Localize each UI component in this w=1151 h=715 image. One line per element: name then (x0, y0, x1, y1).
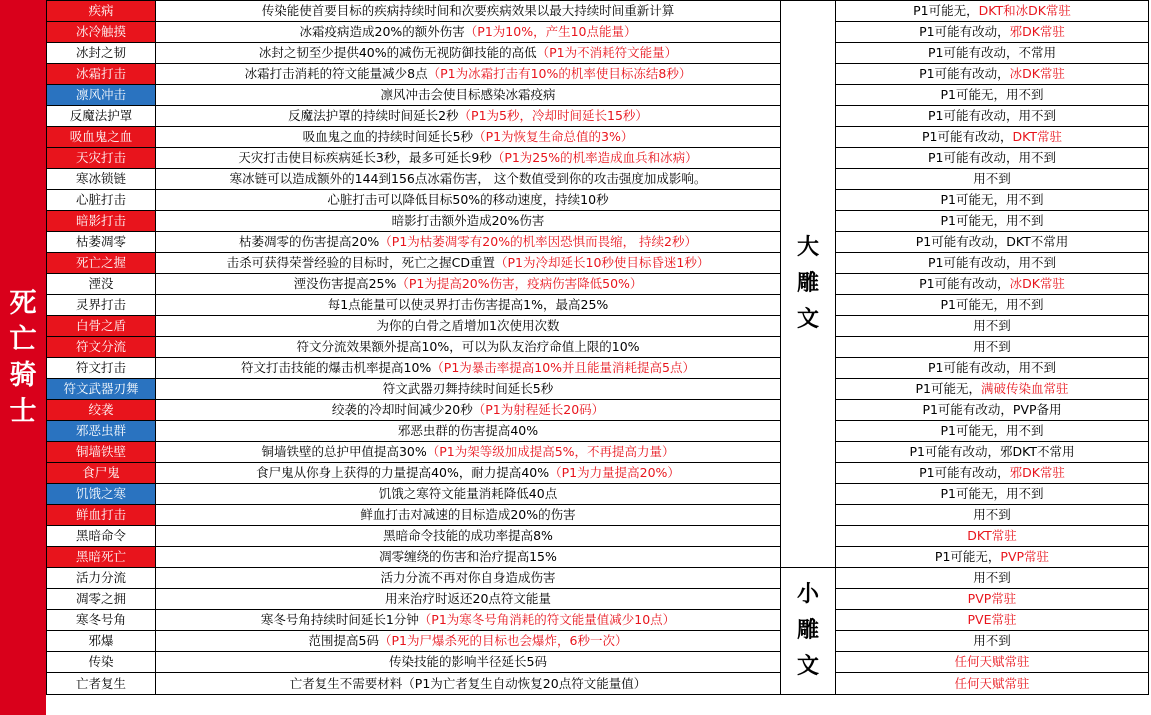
usage-highlight: PVP常驻 (967, 591, 1017, 606)
glyph-name: 符文分流 (47, 337, 156, 358)
glyph-row (47, 232, 1149, 253)
glyph-name: 鲜血打击 (47, 505, 156, 526)
category-char: 文 (796, 307, 819, 332)
glyph-description (156, 631, 781, 652)
description-text: 湮没伤害提高25% (293, 276, 397, 291)
glyph-usage-note (836, 232, 1149, 253)
usage-text: P1可能无，用不到 (940, 297, 1044, 312)
glyph-row (47, 400, 1149, 421)
class-label-char: 骑 (9, 359, 37, 391)
description-p1-note: （P1为冷却延长10秒使目标昏迷1秒） (495, 255, 710, 270)
usage-text: P1可能有改动，不常用 (928, 45, 1056, 60)
glyph-row (47, 631, 1149, 652)
description-text: 凛风冲击会使目标感染冰霜疫病 (380, 87, 556, 102)
glyph-row (47, 610, 1149, 631)
description-p1-note: （P1为枯萎凋零有20%的机率因恐惧而畏缩， 持续2秒） (379, 234, 697, 249)
description-text: 冰封之韧至少提供40%的减伤无视防御技能的高低 (258, 45, 537, 60)
usage-highlight: 邪DK常驻 (1009, 465, 1065, 480)
description-text: 击杀可获得荣誉经验的目标时，死亡之握CD重置 (226, 255, 495, 270)
glyph-name: 邪恶虫群 (47, 421, 156, 442)
usage-text: 用不到 (973, 570, 1011, 585)
glyph-row (47, 211, 1149, 232)
description-text: 每1点能量可以使灵界打击伤害提高1%，最高25% (327, 297, 609, 312)
glyph-description (156, 547, 781, 568)
usage-text: 用不到 (973, 507, 1011, 522)
glyph-name: 枯萎凋零 (47, 232, 156, 253)
usage-text: P1可能无，用不到 (940, 87, 1044, 102)
glyph-usage-note (836, 148, 1149, 169)
glyph-name: 湮没 (47, 274, 156, 295)
glyph-description (156, 85, 781, 106)
glyph-table (46, 0, 1149, 695)
description-p1-note: （P1为恢复生命总值的3%） (473, 129, 634, 144)
glyph-row (47, 274, 1149, 295)
glyph-name: 寒冰锁链 (47, 169, 156, 190)
description-p1-note: （P1为架等级加成提高5%，不再提高力量） (426, 444, 675, 459)
glyph-name: 心脏打击 (47, 190, 156, 211)
glyph-description (156, 295, 781, 316)
glyph-description (156, 358, 781, 379)
glyph-usage-note (836, 610, 1149, 631)
glyph-row (47, 190, 1149, 211)
glyph-description (156, 400, 781, 421)
description-p1-note: （P1为暴击率提高10%并且能量消耗提高5点） (431, 360, 696, 375)
description-text: 传染能使首要目标的疾病持续时间和次要疾病效果以最大持续时间重新计算 (261, 3, 675, 18)
glyph-row (47, 505, 1149, 526)
category-char: 文 (796, 654, 819, 679)
glyph-usage-note (836, 442, 1149, 463)
description-p1-note: （P1为提高20%伤害，疫病伤害降低50%） (396, 276, 643, 291)
description-text: 绞袭的冷却时间减少20秒 (331, 402, 473, 417)
description-p1-note: （P1为不消耗符文能量） (536, 45, 678, 60)
glyph-usage-note (836, 463, 1149, 484)
usage-highlight: 邪DK常驻 (1009, 24, 1065, 39)
glyph-name: 死亡之握 (47, 253, 156, 274)
glyph-row (47, 316, 1149, 337)
glyph-row (47, 169, 1149, 190)
glyph-row (47, 106, 1149, 127)
description-text: 心脏打击可以降低目标50%的移动速度，持续10秒 (327, 192, 609, 207)
usage-text: P1可能有改动，用不到 (928, 360, 1056, 375)
glyph-name: 冰霜打击 (47, 64, 156, 85)
usage-text: 用不到 (973, 171, 1011, 186)
glyph-description (156, 43, 781, 64)
glyph-usage-note (836, 274, 1149, 295)
usage-text: P1可能无， (913, 3, 979, 18)
glyph-description (156, 127, 781, 148)
description-p1-note: （P1为尸爆杀死的目标也会爆炸，6秒一次） (379, 633, 628, 648)
glyph-description (156, 610, 781, 631)
usage-text: P1可能有改动，DKT不常用 (915, 234, 1069, 249)
glyph-usage-note (836, 631, 1149, 652)
glyph-description (156, 505, 781, 526)
usage-text: P1可能有改动， (922, 129, 1013, 144)
usage-text: P1可能有改动， (919, 276, 1010, 291)
description-p1-note: （P1为射程延长20码） (472, 402, 605, 417)
glyph-description (156, 190, 781, 211)
glyph-row (47, 568, 1149, 589)
description-text: 传染技能的影响半径延长5码 (389, 654, 547, 669)
description-text: 天灾打击使目标疾病延长3秒，最多可延长9秒 (238, 150, 492, 165)
description-text: 寒冬号角持续时间延长1分钟 (260, 612, 419, 627)
glyph-name: 绞袭 (47, 400, 156, 421)
description-text: 符文武器刃舞持续时间延长5秒 (382, 381, 554, 396)
description-text: 寒冰链可以造成额外的144到156点冰霜伤害， 这个数值受到你的攻击强度加成影响。 (229, 171, 707, 186)
glyph-name: 白骨之盾 (47, 316, 156, 337)
glyph-usage-note (836, 337, 1149, 358)
description-text: 亡者复生不需要材料（P1为亡者复生自动恢复20点符文能量值） (289, 675, 647, 691)
glyph-row (47, 148, 1149, 169)
glyph-name: 饥饿之寒 (47, 484, 156, 505)
usage-text: 用不到 (973, 339, 1011, 354)
glyph-row (47, 295, 1149, 316)
usage-highlight: DKT常驻 (967, 528, 1017, 543)
glyph-usage-note (836, 106, 1149, 127)
glyph-usage-note (836, 589, 1149, 610)
glyph-row (47, 358, 1149, 379)
glyph-usage-note (836, 169, 1149, 190)
glyph-usage-note (836, 547, 1149, 568)
usage-highlight: 任何天赋常驻 (954, 675, 1030, 691)
usage-text: 用不到 (973, 633, 1011, 648)
description-text: 符文分流效果额外提高10%，可以为队友治疗命值上限的10% (296, 339, 640, 354)
usage-text: P1可能有改动， (919, 66, 1010, 81)
glyph-usage-note (836, 211, 1149, 232)
description-p1-note: （P1为力量提高20%） (549, 465, 680, 480)
glyph-name: 冰冷触摸 (47, 22, 156, 43)
usage-highlight: 满破传染血常驻 (980, 381, 1069, 396)
description-text: 黑暗命令技能的成功率提高8% (383, 528, 553, 543)
glyph-name: 黑暗死亡 (47, 547, 156, 568)
description-text: 鲜血打击对减速的目标造成20%的伤害 (360, 507, 576, 522)
glyph-description (156, 22, 781, 43)
usage-highlight: PVE常驻 (967, 612, 1017, 627)
description-text: 暗影打击额外造成20%伤害 (391, 213, 545, 228)
glyph-description (156, 274, 781, 295)
usage-text: P1可能有改动， (919, 465, 1010, 480)
glyph-description (156, 232, 781, 253)
glyph-row (47, 463, 1149, 484)
class-label-char: 亡 (9, 323, 37, 355)
glyph-usage-note (836, 316, 1149, 337)
usage-highlight: PVP常驻 (1000, 549, 1050, 564)
glyph-row (47, 547, 1149, 568)
glyph-description (156, 1, 781, 22)
glyph-description (156, 463, 781, 484)
description-p1-note: （P1为25%的机率造成血兵和冰病） (491, 150, 698, 165)
glyph-usage-note (836, 1, 1149, 22)
glyph-row (47, 1, 1149, 22)
glyph-row (47, 421, 1149, 442)
glyph-name: 传染 (47, 652, 156, 673)
description-text: 为你的白骨之盾增加1次使用次数 (376, 318, 560, 333)
description-text: 活力分流不再对你自身造成伤害 (380, 570, 556, 585)
usage-text: P1可能有改动，用不到 (928, 255, 1056, 270)
category-char: 大 (796, 235, 819, 260)
glyph-usage-note (836, 190, 1149, 211)
glyph-name: 铜墙铁壁 (47, 442, 156, 463)
description-text: 用来治疗时返还20点符文能量 (385, 591, 551, 606)
category-char: 小 (796, 582, 819, 607)
glyph-description (156, 169, 781, 190)
glyph-description (156, 337, 781, 358)
description-p1-note: （P1为寒冬号角消耗的符文能量值减少10点） (418, 612, 676, 627)
usage-text: P1可能无， (915, 381, 981, 396)
glyph-usage-note (836, 505, 1149, 526)
category-char: 雕 (796, 271, 819, 296)
glyph-name: 符文武器刃舞 (47, 379, 156, 400)
usage-text: 用不到 (973, 318, 1011, 333)
glyph-row (47, 442, 1149, 463)
description-p1-note: （P1为10%，产生10点能量） (464, 24, 637, 39)
glyph-row (47, 673, 1149, 695)
glyph-usage-note (836, 526, 1149, 547)
glyph-row (47, 589, 1149, 610)
glyph-usage-note (836, 43, 1149, 64)
glyph-description (156, 568, 781, 589)
glyph-name: 吸血鬼之血 (47, 127, 156, 148)
glyph-usage-note (836, 358, 1149, 379)
glyph-row (47, 22, 1149, 43)
glyph-description (156, 316, 781, 337)
description-p1-note: （P1为5秒，冷却时间延长15秒） (458, 108, 648, 123)
usage-text: P1可能有改动，用不到 (928, 150, 1056, 165)
glyph-usage-note (836, 22, 1149, 43)
glyph-usage-note (836, 400, 1149, 421)
glyph-name: 符文打击 (47, 358, 156, 379)
glyph-name: 灵界打击 (47, 295, 156, 316)
minor-glyph-category (781, 568, 836, 695)
description-text: 邪恶虫群的伤害提高40% (397, 423, 539, 438)
glyph-usage-note (836, 484, 1149, 505)
glyph-row (47, 253, 1149, 274)
glyph-usage-note (836, 673, 1149, 695)
description-text: 枯萎凋零的伤害提高20% (239, 234, 380, 249)
glyph-description (156, 421, 781, 442)
description-text: 食尸鬼从你身上获得的力量提高40%，耐力提高40% (256, 465, 550, 480)
class-label-char: 死 (9, 287, 37, 319)
glyph-row (47, 64, 1149, 85)
description-text: 凋零缠绕的伤害和治疗提高15% (379, 549, 557, 564)
category-label (783, 577, 833, 685)
usage-text: P1可能有改动，邪DKT不常用 (909, 444, 1075, 459)
glyph-name: 疾病 (47, 1, 156, 22)
usage-text: P1可能有改动，用不到 (928, 108, 1056, 123)
usage-text: P1可能无， (934, 549, 1001, 564)
usage-text: P1可能无，用不到 (940, 213, 1044, 228)
glyph-usage-note (836, 652, 1149, 673)
glyph-description (156, 526, 781, 547)
glyph-usage-note (836, 421, 1149, 442)
usage-text: P1可能有改动， (919, 24, 1010, 39)
glyph-description (156, 253, 781, 274)
description-text: 冰霜打击消耗的符文能量减少8点 (244, 66, 428, 81)
category-char: 雕 (796, 618, 819, 643)
glyph-row (47, 652, 1149, 673)
glyph-usage-note (836, 85, 1149, 106)
glyph-usage-note (836, 127, 1149, 148)
description-text: 饥饿之寒符文能量消耗降低40点 (378, 486, 558, 501)
usage-text: P1可能无，用不到 (940, 423, 1044, 438)
glyph-usage-note (836, 253, 1149, 274)
class-label-char: 士 (9, 395, 37, 427)
description-text: 吸血鬼之血的持续时间延长5秒 (302, 129, 474, 144)
glyph-usage-note (836, 379, 1149, 400)
glyph-name: 天灾打击 (47, 148, 156, 169)
glyph-row (47, 337, 1149, 358)
description-text: 冰霜疫病造成20%的额外伤害 (299, 24, 465, 39)
glyph-name: 冰封之韧 (47, 43, 156, 64)
glyph-row (47, 526, 1149, 547)
glyph-description (156, 442, 781, 463)
class-label-band (0, 0, 46, 715)
glyph-name: 亡者复生 (47, 673, 156, 695)
glyph-name: 活力分流 (47, 568, 156, 589)
usage-text: P1可能无，用不到 (940, 192, 1044, 207)
glyph-row (47, 127, 1149, 148)
glyph-row (47, 379, 1149, 400)
glyph-row (47, 43, 1149, 64)
description-text: 反魔法护罩的持续时间延长2秒 (288, 108, 459, 123)
glyph-description (156, 484, 781, 505)
glyph-name: 寒冬号角 (47, 610, 156, 631)
glyph-description (156, 673, 781, 695)
glyph-name: 凛风冲击 (47, 85, 156, 106)
glyph-description (156, 148, 781, 169)
glyph-name: 暗影打击 (47, 211, 156, 232)
glyph-usage-note (836, 568, 1149, 589)
glyph-description (156, 379, 781, 400)
usage-text: P1可能有改动，PVP备用 (922, 402, 1062, 417)
glyph-name: 食尸鬼 (47, 463, 156, 484)
glyph-description (156, 211, 781, 232)
glyph-usage-note (836, 64, 1149, 85)
glyph-description (156, 64, 781, 85)
usage-highlight: DKT和冰DK常驻 (978, 3, 1071, 18)
glyph-name: 凋零之拥 (47, 589, 156, 610)
category-label (783, 230, 833, 338)
glyph-description (156, 652, 781, 673)
major-glyph-category (781, 1, 836, 568)
usage-highlight: DKT常驻 (1012, 129, 1062, 144)
glyph-name: 黑暗命令 (47, 526, 156, 547)
usage-highlight: 冰DK常驻 (1009, 66, 1065, 81)
usage-highlight: 冰DK常驻 (1009, 276, 1065, 291)
glyph-name: 反魔法护罩 (47, 106, 156, 127)
glyph-description (156, 106, 781, 127)
description-text: 铜墙铁壁的总护甲值提高30% (261, 444, 427, 459)
description-text: 范围提高5码 (308, 633, 379, 648)
usage-highlight: 任何天赋常驻 (954, 654, 1030, 669)
usage-text: P1可能无，用不到 (940, 486, 1044, 501)
glyph-row (47, 484, 1149, 505)
glyph-name: 邪爆 (47, 631, 156, 652)
description-text: 符文打击技能的爆击机率提高10% (240, 360, 432, 375)
description-p1-note: （P1为冰霜打击有10%的机率使目标冻结8秒） (427, 66, 692, 81)
glyph-description (156, 589, 781, 610)
glyph-row (47, 85, 1149, 106)
glyph-usage-note (836, 295, 1149, 316)
